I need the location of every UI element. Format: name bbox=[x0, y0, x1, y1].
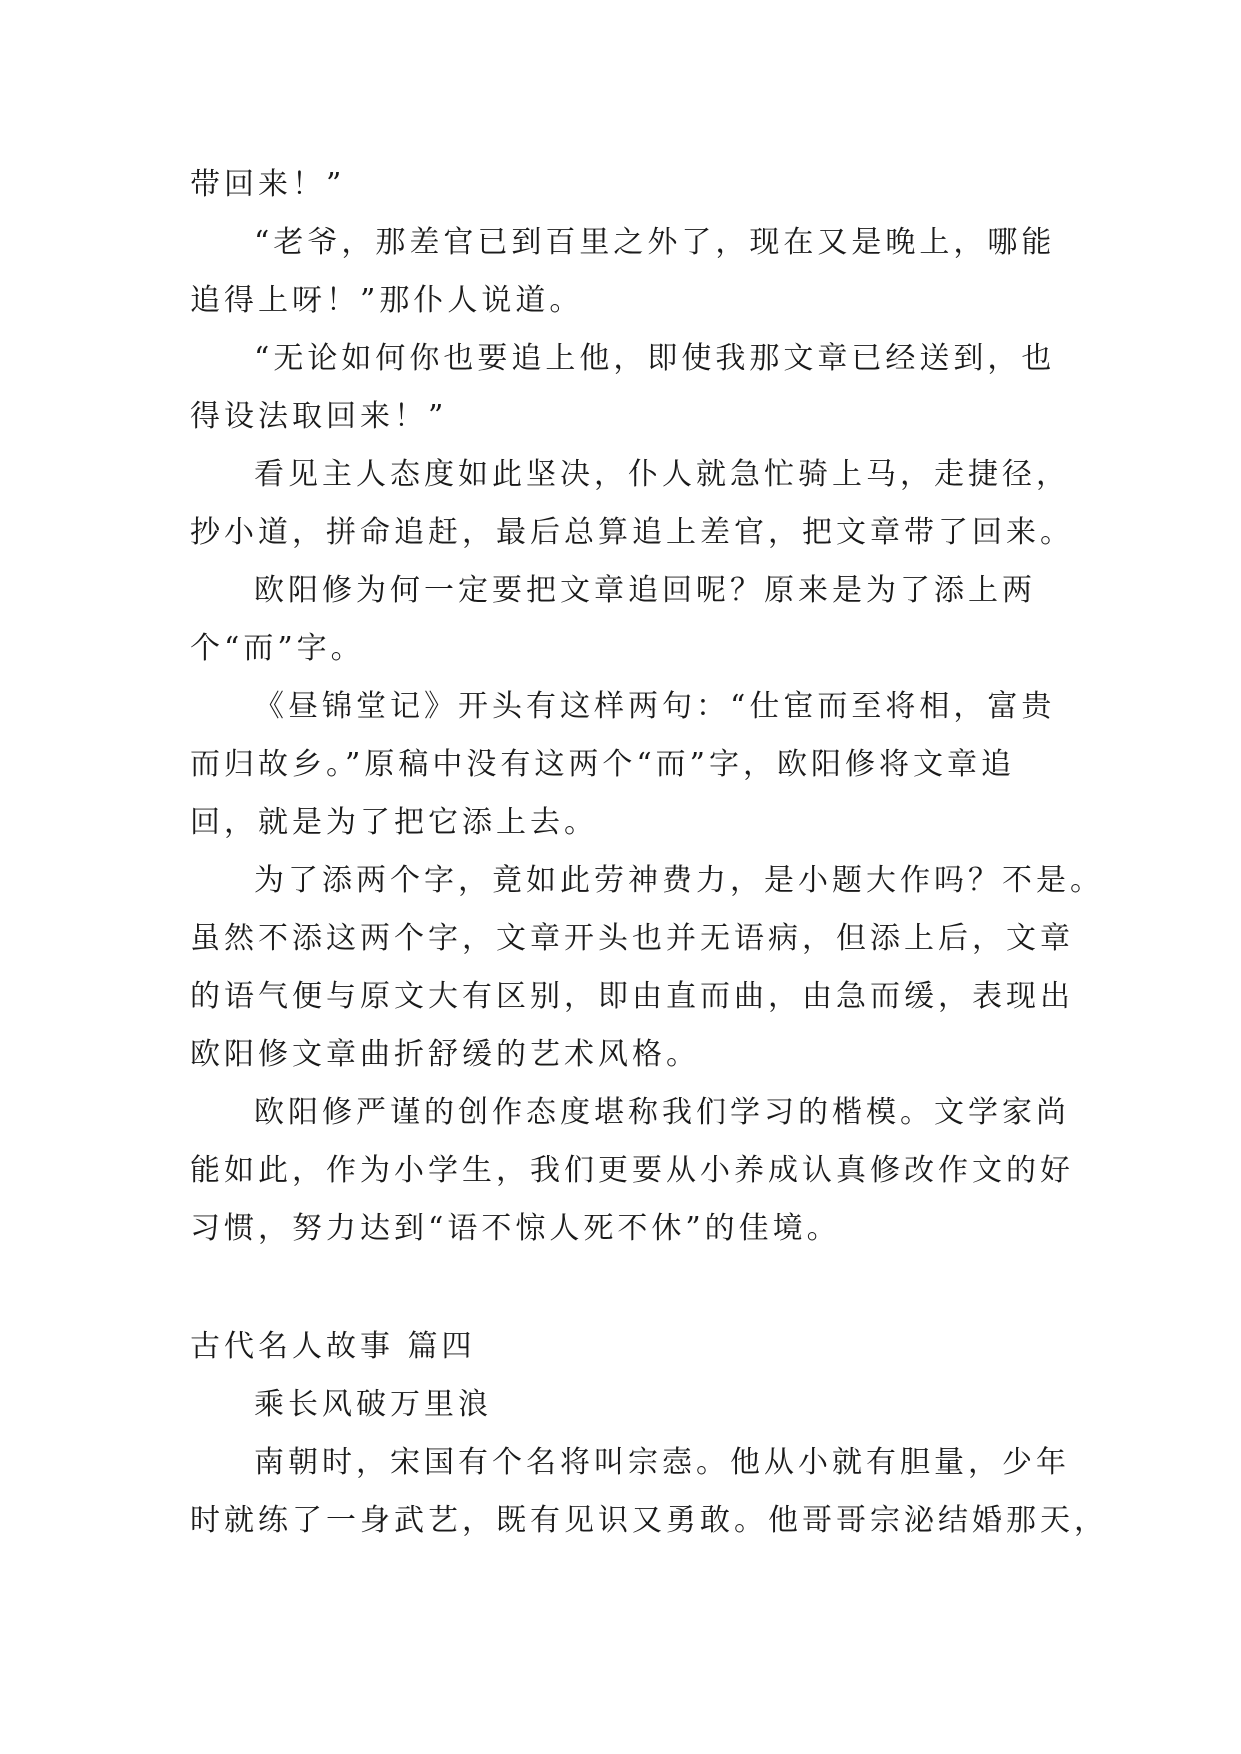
body-text-line: “老爷，那差官已到百里之外了，现在又是晚上，哪能 bbox=[254, 225, 1056, 260]
body-text-line: 而归故乡。”原稿中没有这两个“而”字，欧阳修将文章追 bbox=[190, 747, 1016, 782]
body-text-line: 虽然不添这两个字，文章开头也并无语病，但添上后，文章 bbox=[190, 921, 1074, 956]
body-text-line: 带回来！” bbox=[190, 167, 346, 202]
article-body bbox=[190, 156, 1104, 1258]
section-text-line: 时就练了一身武艺，既有见识又勇敢。他哥哥宗泌结婚那天， bbox=[190, 1503, 1108, 1538]
body-text-line: “无论如何你也要追上他，即使我那文章已经送到，也 bbox=[254, 341, 1056, 376]
body-text-line: 个“而”字。 bbox=[190, 631, 365, 666]
body-text-line: 能如此，作为小学生，我们更要从小养成认真修改作文的好 bbox=[190, 1153, 1074, 1188]
body-text-line: 《昼锦堂记》开头有这样两句：“仕宦而至将相，富贵 bbox=[254, 689, 1056, 724]
section-text-line: 南朝时，宋国有个名将叫宗悫。他从小就有胆量，少年 bbox=[254, 1445, 1070, 1480]
body-text-line: 欧阳修文章曲折舒缓的艺术风格。 bbox=[190, 1037, 700, 1072]
body-text-line: 欧阳修严谨的创作态度堪称我们学习的楷模。文学家尚 bbox=[254, 1095, 1070, 1130]
section-text-line: 乘长风破万里浪 bbox=[254, 1387, 492, 1422]
next-article bbox=[190, 1318, 1108, 1550]
body-text-line: 得设法取回来！” bbox=[190, 399, 448, 434]
body-text-line: 追得上呀！”那仆人说道。 bbox=[190, 283, 584, 318]
section-text-line: 古代名人故事 篇四 bbox=[190, 1329, 476, 1364]
body-text-line: 抄小道，拼命追赶，最后总算追上差官，把文章带了回来。 bbox=[190, 515, 1074, 550]
body-text-line: 习惯，努力达到“语不惊人死不休”的佳境。 bbox=[190, 1211, 841, 1246]
body-text-line: 的语气便与原文大有区别，即由直而曲，由急而缓，表现出 bbox=[190, 979, 1074, 1014]
body-text-line: 欧阳修为何一定要把文章追回呢？原来是为了添上两 bbox=[254, 573, 1036, 608]
body-text-line: 看见主人态度如此坚决，仆人就急忙骑上马，走捷径， bbox=[254, 457, 1070, 492]
body-text-line: 回，就是为了把它添上去。 bbox=[190, 805, 598, 840]
body-text-line: 为了添两个字，竟如此劳神费力，是小题大作吗？不是。 bbox=[254, 863, 1104, 898]
